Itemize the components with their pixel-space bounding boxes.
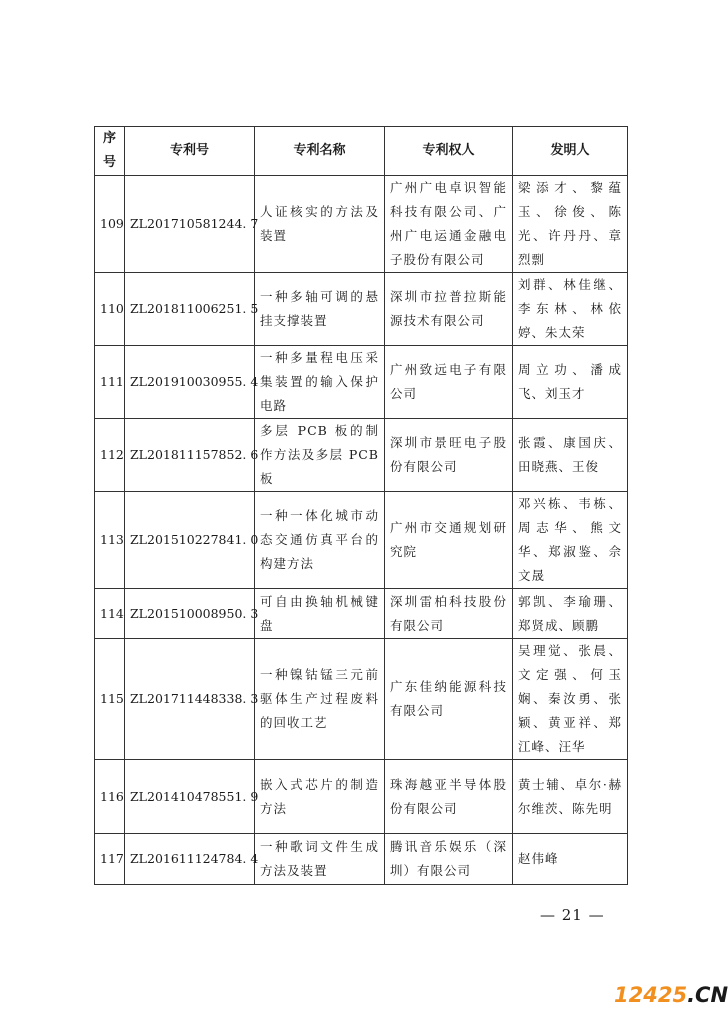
row-index: 117 — [95, 834, 125, 885]
table-row — [95, 639, 628, 760]
table-row — [95, 419, 628, 492]
patent-number: ZL201410478551. 9 — [125, 760, 255, 834]
inventors: 赵伟峰 — [513, 834, 628, 885]
header-patent-number: 专利号 — [125, 127, 255, 176]
patent-title: 多层 PCB 板的制作方法及多层 PCB 板 — [255, 419, 385, 492]
row-index: 111 — [95, 346, 125, 419]
patent-owner: 广州市交通规划研究院 — [385, 492, 513, 589]
patent-title: 一种一体化城市动态交通仿真平台的构建方法 — [255, 492, 385, 589]
table-row — [95, 589, 628, 639]
patent-title: 一种歌词文件生成方法及装置 — [255, 834, 385, 885]
patent-number: ZL201910030955. 4 — [125, 346, 255, 419]
row-index: 109 — [95, 176, 125, 273]
row-index: 113 — [95, 492, 125, 589]
inventors: 郭凯、李瑜珊、郑贤成、顾鹏 — [513, 589, 628, 639]
inventors: 周立功、潘成飞、刘玉才 — [513, 346, 628, 419]
inventors: 邓兴栋、韦栋、周志华、熊文华、郑淑鉴、佘文晟 — [513, 492, 628, 589]
patent-owner: 深圳市拉普拉斯能源技术有限公司 — [385, 273, 513, 346]
page-number: — 21 — — [540, 906, 605, 924]
header-inventors: 发明人 — [513, 127, 628, 176]
patent-owner: 广东佳纳能源科技有限公司 — [385, 639, 513, 760]
table-row — [95, 346, 628, 419]
patent-number: ZL201710581244. 7 — [125, 176, 255, 273]
patent-number: ZL201711448338. 3 — [125, 639, 255, 760]
row-index: 114 — [95, 589, 125, 639]
patent-number: ZL201611124784. 4 — [125, 834, 255, 885]
row-index: 110 — [95, 273, 125, 346]
table-header-row — [95, 127, 628, 176]
patent-owner: 广州广电卓识智能科技有限公司、广州广电运通金融电子股份有限公司 — [385, 176, 513, 273]
table-row — [95, 176, 628, 273]
patent-number: ZL201510008950. 3 — [125, 589, 255, 639]
watermark-domain: .CN — [687, 983, 728, 1007]
header-patent-owner: 专利权人 — [385, 127, 513, 176]
inventors: 刘群、林佳继、李东林、林依婷、朱太荣 — [513, 273, 628, 346]
row-index: 115 — [95, 639, 125, 760]
patent-title: 一种多量程电压采集装置的输入保护电路 — [255, 346, 385, 419]
patent-title: 一种镍钴锰三元前驱体生产过程废料的回收工艺 — [255, 639, 385, 760]
patent-title: 人证核实的方法及装置 — [255, 176, 385, 273]
patent-number: ZL201811157852. 6 — [125, 419, 255, 492]
inventors: 黄士辅、卓尔·赫尔维茨、陈先明 — [513, 760, 628, 834]
header-index: 序号 — [95, 127, 125, 176]
table-row — [95, 492, 628, 589]
table-row — [95, 760, 628, 834]
inventors: 梁添才、黎蕴玉、徐俊、陈光、许丹丹、章烈剽 — [513, 176, 628, 273]
patent-title: 可自由换轴机械键盘 — [255, 589, 385, 639]
inventors: 吴理觉、张晨、文定强、何玉娴、秦汝勇、张颖、黄亚祥、郑江峰、汪华 — [513, 639, 628, 760]
site-watermark — [614, 983, 728, 1007]
table-row — [95, 834, 628, 885]
header-patent-title: 专利名称 — [255, 127, 385, 176]
patent-table — [94, 126, 628, 885]
patent-owner: 广州致远电子有限公司 — [385, 346, 513, 419]
patent-number: ZL201510227841. 0 — [125, 492, 255, 589]
patent-title: 一种多轴可调的悬挂支撑装置 — [255, 273, 385, 346]
patent-owner: 珠海越亚半导体股份有限公司 — [385, 760, 513, 834]
table-row — [95, 273, 628, 346]
watermark-number: 12425 — [614, 983, 688, 1007]
patent-number: ZL201811006251. 5 — [125, 273, 255, 346]
patent-owner: 腾讯音乐娱乐（深圳）有限公司 — [385, 834, 513, 885]
patent-owner: 深圳市景旺电子股份有限公司 — [385, 419, 513, 492]
patent-owner: 深圳雷柏科技股份有限公司 — [385, 589, 513, 639]
row-index: 112 — [95, 419, 125, 492]
patent-title: 嵌入式芯片的制造方法 — [255, 760, 385, 834]
row-index: 116 — [95, 760, 125, 834]
inventors: 张霞、康国庆、田晓燕、王俊 — [513, 419, 628, 492]
